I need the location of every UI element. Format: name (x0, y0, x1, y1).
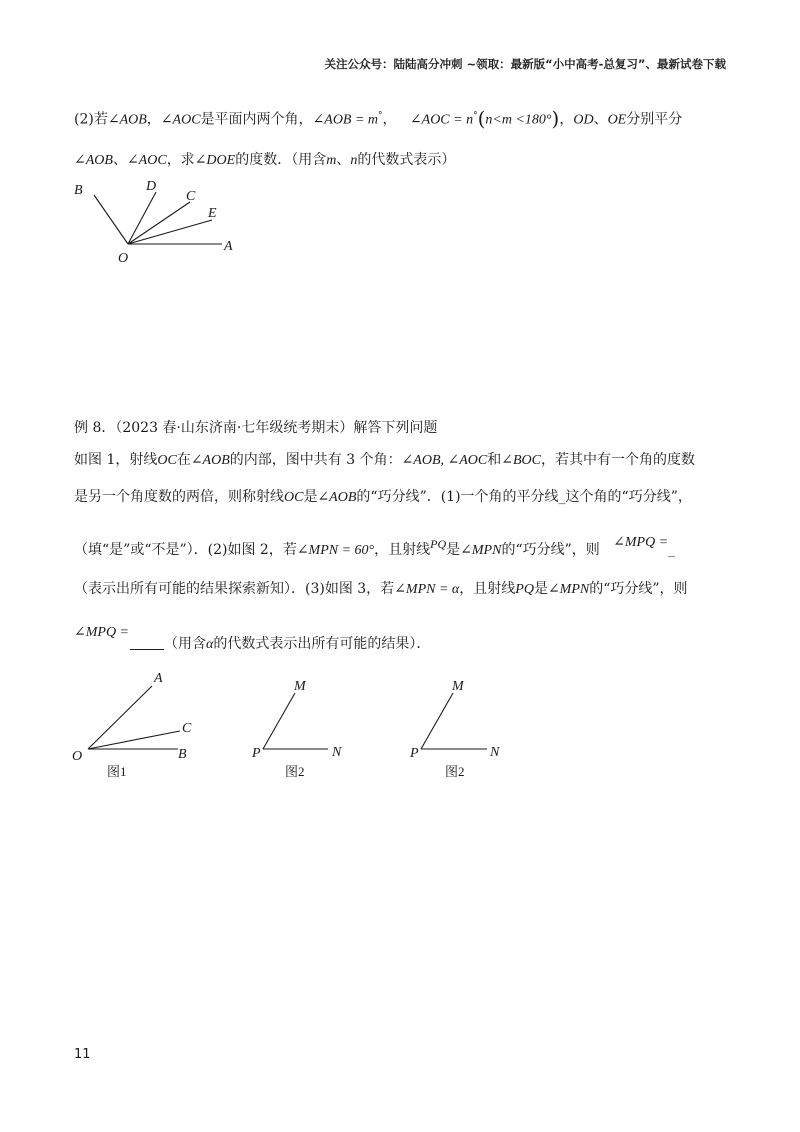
label-c: C (186, 189, 196, 204)
ray-fig1-oa (88, 686, 152, 749)
label-d: D (146, 179, 157, 194)
example8-line-5a: ∠MPQ = (74, 625, 130, 640)
part2-line-2: ∠AOB、∠AOC，求∠DOE的度数．（用含m、n的代数式表示） (74, 152, 456, 168)
label-o: O (118, 251, 129, 266)
fig2-label-n: N (332, 745, 342, 760)
fig1-label-o: O (72, 749, 83, 764)
ray-fig1-oc (88, 731, 180, 749)
example8-title: 例 8．（2023 春·山东济南·七年级统考期末）解答下列问题 (74, 420, 438, 436)
page-header: 关注公众号：陆陆高分冲刺 ~领取：最新版“小中高考-总复习”、最新试卷下载 (324, 57, 726, 71)
ray-oe (128, 220, 212, 244)
fig2-caption: 图2 (285, 764, 305, 779)
fig3-label-n: N (490, 745, 500, 760)
fig3-label-p: P (410, 746, 419, 761)
page-number: 11 (74, 1047, 91, 1062)
fig3-label-m: M (452, 679, 464, 694)
fig1-label-c: C (182, 721, 192, 736)
fig1-label-b: B (178, 747, 187, 762)
ray-fig2-pm (263, 693, 295, 749)
label-e: E (208, 206, 217, 221)
example8-line-4: （表示出所有可能的结果探索新知）．(3)如图 3，若∠MPN = α，且射线PQ是∠MPN的“巧分线”，则 (74, 581, 688, 597)
fig2-label-p: P (252, 746, 261, 761)
figure-2 (263, 693, 328, 749)
ray-od (128, 192, 156, 244)
figure-1 (88, 686, 180, 749)
label-a: A (224, 239, 233, 254)
example8-line-2: 是另一个角度数的两倍，则称射线OC是∠AOB的“巧分线”．(1)一个角的平分线_这个角的“巧分线”， (74, 489, 692, 505)
fig3-caption: 图2 (445, 764, 465, 779)
answer-blank (130, 635, 164, 650)
ray-ob (94, 195, 128, 244)
example8-line-3: （填“是”或“不是”）．(2)如图 2，若∠MPN = 60°，且射线PQ是∠MPN的“巧分线”，则 ∠MPQ =_ (74, 535, 676, 558)
example8-line-1: 如图 1，射线OC在∠AOB的内部，图中共有 3 个角：∠AOB, ∠AOC和∠BOC，若其中有一个角的度数 (74, 452, 695, 468)
figure-3 (421, 693, 487, 749)
fig1-caption: 图1 (107, 764, 127, 779)
example8-figures (0, 660, 800, 790)
ray-fig3-pm (421, 693, 453, 749)
part2-line-1: (2)若∠AOB，∠AOC是平面内两个角，∠AOB = m°， ∠AOC = n°(n<m <180°)，OD、OE分别平分 (74, 106, 683, 131)
angle-figure-doe (0, 0, 800, 300)
label-b: B (74, 183, 83, 198)
example8-line-5b: （用含α的代数式表示出所有可能的结果）． (74, 634, 430, 655)
ray-oc (128, 202, 190, 244)
fig2-label-m: M (294, 679, 306, 694)
fig1-label-a: A (154, 671, 163, 686)
